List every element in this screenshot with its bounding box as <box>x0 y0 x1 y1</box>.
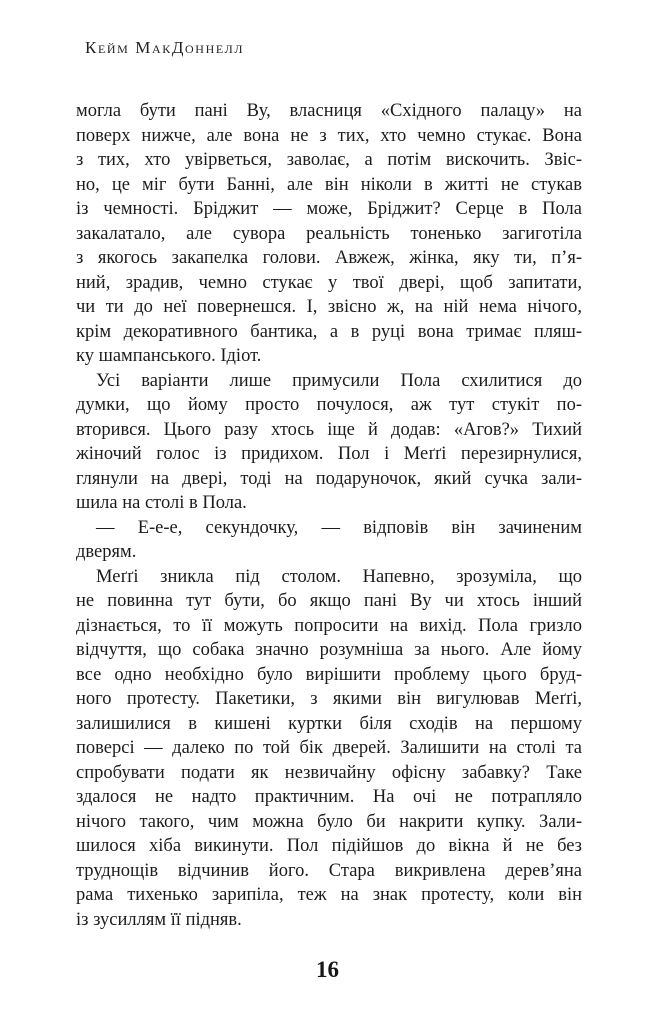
text-line: вторився. Цього разу хтось іще й додав: «Агов?» Тихий <box>76 419 582 440</box>
text-line: рама тихенько зарипіла, теж на знак протесту, коли він <box>76 885 582 905</box>
text-line: залишилися в кишені куртки біля сходів на першому <box>76 713 582 734</box>
text-line: шилося хіба викинути. Пол підійшов до вікна й не без <box>76 836 582 856</box>
page-number: 16 <box>316 957 339 982</box>
text-line: чи ти до неї повернешся. І, звісно ж, на ній нема нічого, <box>76 297 582 317</box>
text-line: ного протесту. Пакетики, з якими він вигулював Меґґі, <box>76 689 582 709</box>
text-line: жіночий голос із придихом. Пол і Меґґі перезирнулися, <box>76 444 582 464</box>
text-line: із чемності. Бріджит — може, Бріджит? Серце в Пола <box>76 199 582 219</box>
text-line: здалося не надто практичним. На очі не потрапляло <box>76 787 582 807</box>
text-line: спробувати подати як незвичайну офісну забавку? Таке <box>76 762 582 783</box>
text-line: все одно необхідно було вирішити проблему цього бруд- <box>76 664 582 685</box>
text-line: не повинна тут бути, бо якщо пані Ву чи хтось інший <box>76 591 582 611</box>
running-header-author: Кейм МакДоннелл <box>85 38 245 57</box>
text-line: відчуття, що собака значно розумніша за нього. Але йому <box>76 640 582 660</box>
text-line: шила на столі в Пола. <box>76 493 247 513</box>
text-line: ний, зрадив, чемно стукає у твої двері, щоб запитати, <box>76 272 582 293</box>
text-line: Меґґі зникла під столом. Напевно, зрозуміла, що <box>96 566 582 587</box>
text-line: ку шампанського. Ідіот. <box>76 346 262 366</box>
text-line: могла бути пані Ву, власниця «Східного палацу» на <box>76 101 582 121</box>
text-line: крім декоративного бантика, а в руці вона тримає пляш- <box>76 321 582 342</box>
text-line: дверям. <box>76 542 137 562</box>
body-text <box>76 99 582 932</box>
text-line: поверх нижче, але вона не з тих, хто чемно стукає. Вона <box>76 125 582 146</box>
text-line: із зусиллям її підняв. <box>76 909 242 930</box>
text-line: закалатало, але сувора реальність тоненько загиготіла <box>76 223 582 244</box>
text-line: Усі варіанти лише примусили Пола схилитися до <box>96 370 582 391</box>
text-line: з якогось закапелка голови. Авжеж, жінка, яку ти, п’я- <box>76 248 582 268</box>
text-line: нічого такого, чим можна було би накрити купку. Зали- <box>76 811 582 832</box>
text-line: — Е-е-е, секундочку, — відповів він зачиненим <box>96 517 582 538</box>
text-line: труднощів відчинив його. Стара викривлена дерев’яна <box>76 860 582 881</box>
text-line: но, це міг бути Банні, але він ніколи в житті не стукав <box>76 174 582 195</box>
text-line: дізнається, то її можуть попросити на вихід. Пола гризло <box>76 615 582 636</box>
text-line: глянули на двері, тоді на подаруночок, який сучка зали- <box>76 468 582 489</box>
text-line: з тих, хто увірветься, заволає, а потім вискочить. Звіс- <box>76 150 582 170</box>
text-line: поверсі — далеко по той бік дверей. Залишити на столі та <box>76 738 582 758</box>
text-line: думки, що йому просто почулося, аж тут стукіт по- <box>76 395 582 415</box>
